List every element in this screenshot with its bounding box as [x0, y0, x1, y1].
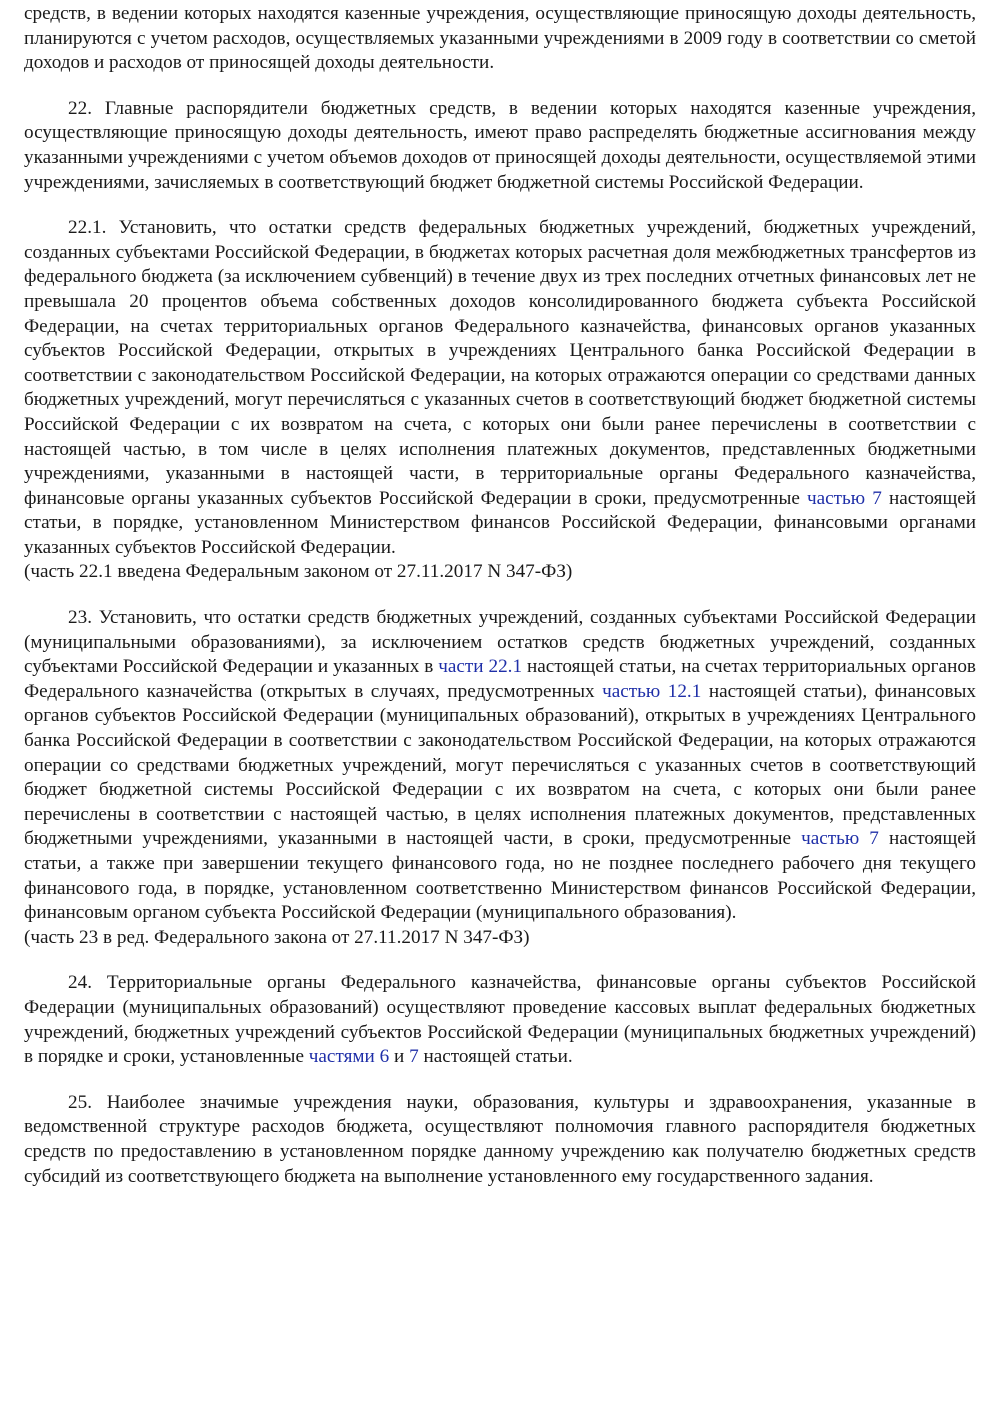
paragraph-24-text-2: и — [389, 1046, 410, 1068]
amendment-note-23: (часть 23 в ред. Федерального закона от 27.11.2017 N 347-ФЗ) — [24, 926, 530, 948]
paragraph-24-text-3: настоящей статьи. — [418, 1046, 573, 1068]
paragraph-continuation: средств, в ведении которых находятся казенные учреждения, осуществляющие приносящую доходы деятельность, планируются с учетом расходов, осуществляемых указанными учреждениями в 2009 году в соответствии со сметой доходов и расходов от приносящей доходы деятельности. — [24, 3, 976, 74]
link-part-12-1[interactable]: частью 12.1 — [602, 680, 702, 702]
paragraph-22-1-text-before: 22.1. Установить, что остатки средств федеральных бюджетных учреждений, бюджетных учреждений, созданных субъектами Российской Федерации, в бюджетах которых расчетная доля межбюджетных трансфертов из федерального бюджета (за исключением субвенций) в течение двух из трех последних отчетных финансовых лет не превышала 20 процентов объема собственных доходов консолидированного бюджета субъекта Российской Федерации, на счетах территориальных органов Федерального казначейства, финансовых органов указанных субъектов Российской Федерации, открытых в учреждениях Центрального банка Российской Федерации в соответствии с законодательством Российской Федерации, на которых отражаются операции со средствами данных бюджетных учреждений, могут перечисляться с указанных счетов в соответствующий бюджет бюджетной системы Российской Федерации с их возвратом на счета, с которых они были ранее перечислены в соответствии с настоящей частью, в том числе в целях исполнения платежных документов, представленных бюджетными учреждениями, указанными в настоящей части, в территориальные органы Федерального казначейства, финансовые органы указанных субъектов Российской Федерации в сроки, предусмотренные — [24, 217, 976, 509]
document-page — [24, 2, 976, 1189]
link-part-7[interactable]: частью 7 — [801, 828, 879, 850]
link-parts-6[interactable]: частями 6 — [308, 1046, 390, 1068]
paragraph-22: 22. Главные распорядители бюджетных средств, в ведении которых находятся казенные учреждения, осуществляющие приносящую доходы деятельность, имеют право распределять бюджетные ассигнования между указанными учреждениями с учетом объемов доходов от приносящей доходы деятельности, осуществляемой этими учреждениями, зачисляемых в соответствующий бюджет бюджетной системы Российской Федерации. — [24, 97, 976, 193]
link-part-22-1[interactable]: части 22.1 — [438, 656, 523, 678]
paragraph-23-text-2: настоящей статьи, на счетах территориальных органов Федерального казначейства (открытых в случаях, предусмотренных — [24, 656, 976, 702]
paragraph-23-text-4: настоящей статьи, а также при завершении текущего финансового года, но не позднее последнего рабочего дня текущего финансового года, в порядке, установленном соответственно Министерством финансов Российской Федерации, финансовым органом субъекта Российской Федерации (муниципального образования). — [24, 828, 977, 924]
paragraph-22-1-text-after: настоящей статьи, в порядке, установленном Министерством финансов Российской Федерации, финансовыми органами указанных субъектов Российской Федерации. — [24, 487, 976, 558]
link-part-7[interactable]: 7 — [409, 1046, 419, 1068]
paragraph-22-1 — [24, 216, 976, 560]
paragraph-23-text-3: настоящей статьи), финансовых органов субъектов Российской Федерации (муниципальных образований), открытых в учреждениях Центрального банка Российской Федерации в соответствии с законодательством Российской Федерации, на которых отражаются операции со средствами бюджетных учреждений, могут перечисляться с указанных счетов в соответствующий бюджет бюджетной системы Российской Федерации с их возвратом на счета, с которых они были ранее перечислены в соответствии с настоящей частью, в целях исполнения платежных документов, представленных бюджетными учреждениями, указанными в настоящей части, в сроки, предусмотренные — [24, 680, 977, 850]
paragraph-25: 25. Наиболее значимые учреждения науки, образования, культуры и здравоохранения, указанные в ведомственной структуре расходов бюджета, осуществляют полномочия главного распорядителя бюджетных средств по предоставлению в установленном порядке данному учреждению как получателю бюджетных средств субсидий из соответствующего бюджета на выполнение установленного ему государственного задания. — [24, 1091, 976, 1187]
paragraph-24-text-1: 24. Территориальные органы Федерального казначейства, финансовые органы субъектов Российской Федерации (муниципальных образований) осуществляют проведение кассовых выплат федеральных бюджетных учреждений, бюджетных учреждений субъектов Российской Федерации (муниципальных бюджетных учреждений) в порядке и сроки, установленные — [24, 972, 976, 1068]
paragraph-23-text-1: 23. Установить, что остатки средств бюджетных учреждений, созданных субъектами Российской Федерации (муниципальными образованиями), за исключением остатков средств бюджетных учреждений, созданных субъектами Российской Федерации и указанных в — [24, 607, 976, 678]
amendment-note-22-1: (часть 22.1 введена Федеральным законом от 27.11.2017 N 347-ФЗ) — [24, 561, 573, 583]
paragraph-23 — [24, 606, 976, 926]
paragraph-24 — [24, 971, 976, 1069]
link-part-7[interactable]: частью 7 — [806, 487, 882, 509]
